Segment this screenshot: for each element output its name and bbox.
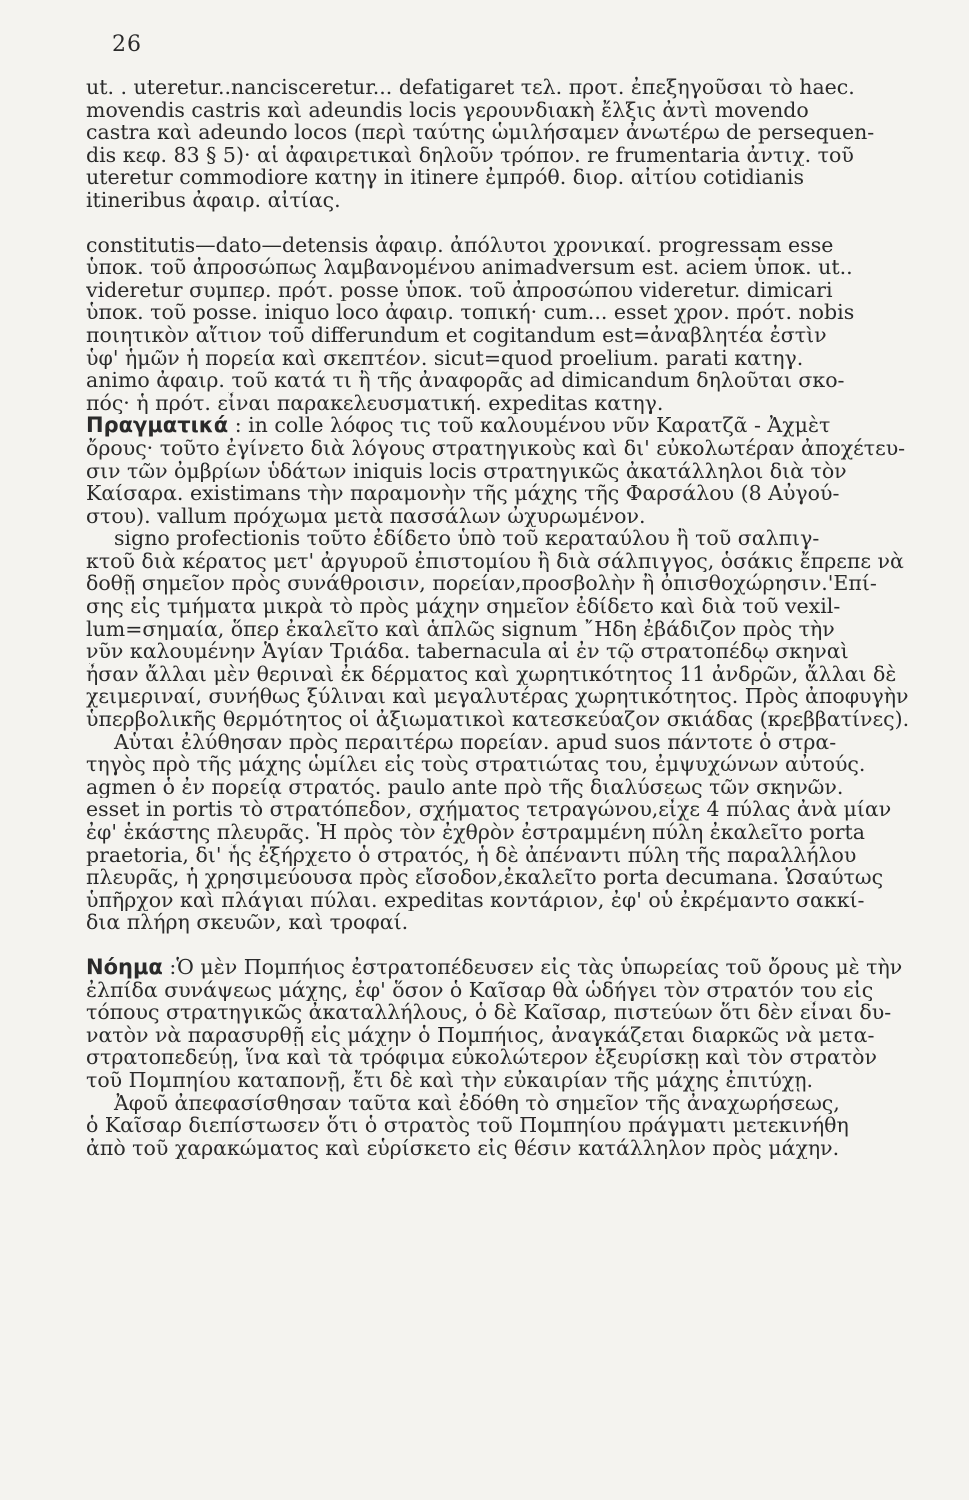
text-line: movendis castris καὶ adeundis locis γερουνδιακὴ ἔλξις ἀντὶ movendo — [86, 98, 809, 122]
section-heading: Νόημα — [86, 955, 163, 979]
text-line: ὑφ' ἡμῶν ἡ πορεία καὶ σκεπτέον. sicut=quod proelium. parati κατηγ. — [86, 346, 804, 370]
text-line: agmen ὁ ἐν πορείᾳ στρατός. paulo ante πρὸ τῆς διαλύσεως τῶν σκηνῶν. — [86, 775, 844, 799]
noima-section — [86, 956, 964, 1092]
text-line: ὑπερβολικῆς θερμότητος οἱ ἀξιωματικοὶ κατεσκεύαζον σκιάδας (κρεββατίνες). — [86, 708, 910, 731]
text-line: ὁ Καῖσαρ διεπίστωσεν ὅτι ὁ στρατὸς τοῦ Πομπηίου πράγματι μετεκινήθη — [86, 1114, 849, 1137]
vocab-paragraph-2 — [86, 234, 964, 415]
text-line: στου). vallum πρόχωμα μετὰ πασσάλων ὠχυρωμένον. — [86, 504, 646, 528]
text-line: ὑπῆρχον καὶ πλάγιαι πύλαι. expeditas κοντάριον, ἐφ' οὗ ἐκρέμαντο σακκί- — [86, 888, 865, 912]
heading-line-rest: : in colle λόφος τις τοῦ καλουμένου νῦν Καρατζᾶ - Ἀχμὲτ — [234, 414, 831, 437]
text-line: ὑποκ. τοῦ ἀπροσώπως λαμβανομένου animadversum est. aciem ὑποκ. ut.. — [86, 256, 853, 279]
text-line: ἦσαν ἄλλαι μὲν θεριναὶ ἐκ δέρματος καὶ χωρητικότητος 11 ἀνδρῶν, ἄλλαι δὲ — [86, 662, 897, 686]
text-line: Αὗται ἐλύθησαν πρὸς περαιτέρω πορείαν. apud suos πάντοτε ὁ στρα- — [114, 730, 837, 754]
text-line: τοῦ Πομπηίου καταπονῇ, ἔτι δὲ καὶ τὴν εὐκαιρίαν τῆς μάχης ἐπιτύχῃ. — [86, 1068, 814, 1092]
text-line: videretur συμπερ. πρότ. posse ὑποκ. τοῦ ἀπροσώπου videretur. dimicari — [86, 278, 833, 302]
text-line: ὄρους· τοῦτο ἐγίνετο διὰ λόγους στρατηγικοὺς καὶ δι' εὐκολωτέραν ἀποχέτευ- — [86, 436, 906, 460]
text-line: ut. . uteretur..nancisceretur... defatigaret τελ. προτ. ἐπεξηγοῦσαι τὸ haec. — [86, 76, 855, 99]
text-line: νατὸν νὰ παρασυρθῇ εἰς μάχην ὁ Πομπήιος, ἀναγκάζεται διαρκῶς νὰ μετα- — [86, 1023, 875, 1047]
text-line — [86, 956, 964, 979]
text-line: δοθῇ σημεῖον πρὸς συνάθροισιν, πορείαν,προσβολὴν ἢ ὀπισθοχώρησιν.'Επί- — [86, 572, 877, 596]
text-line: χειμεριναί, συνήθως ξύλιναι καὶ μεγαλυτέρας χωρητικότητος. Πρὸς ἀποφυγὴν — [86, 685, 909, 709]
text-line: praetoria, δι' ἧς ἐξήρχετο ὁ στρατός, ἡ δὲ ἀπέναντι πύλη τῆς παραλλήλου — [86, 843, 857, 867]
autai-paragraph — [86, 731, 964, 934]
text-line: ποιητικὸν αἴτιον τοῦ differundum et cogitandum est=ἀναβλητέα ἐστὶν — [86, 323, 827, 347]
text-line: ὑποκ. τοῦ posse. iniquo loco ἀφαιρ. τοπική· cum... esset χρον. πρότ. nobis — [86, 301, 855, 324]
text-line — [86, 414, 964, 437]
text-line: castra καὶ adeundo locos (περὶ ταύτης ὡμιλήσαμεν ἀνωτέρω de persequen- — [86, 121, 875, 144]
text-line: δια πλήρη σκευῶν, καὶ τροφαί. — [86, 911, 409, 934]
heading-line-rest: :Ὁ μὲν Πομπήιος ἐστρατοπέδευσεν εἰς τὰς ὑπωρείας τοῦ ὄρους μὲ τὴν — [169, 955, 903, 979]
page-text — [86, 76, 964, 1159]
section-heading: Πραγματικά — [86, 414, 229, 437]
text-line: τηγὸς πρὸ τῆς μάχης ὡμίλει εἰς τοὺς στρατιώτας του, ἐμψυχώνων αὐτούς. — [86, 753, 866, 776]
text-line: constitutis—dato—detensis ἀφαιρ. ἀπόλυτοι χρονικαί. progressam esse — [86, 233, 834, 257]
text-line: ἐφ' ἑκάστης πλευρᾶς. Ἡ πρὸς τὸν ἐχθρὸν ἐστραμμένη πύλη ἐκαλεῖτο porta — [86, 821, 865, 844]
text-line: animo ἀφαιρ. τοῦ κατά τι ἢ τῆς ἀναφορᾶς ad dimicandum δηλοῦται σκο- — [86, 369, 845, 392]
text-line: Ἀφοῦ ἀπεφασίσθησαν ταῦτα καὶ ἐδόθη τὸ σημεῖον τῆς ἀναχωρήσεως, — [114, 1091, 840, 1115]
text-line: esset in portis τὸ στρατόπεδον, σχήματος τετραγώνου,εἶχε 4 πύλας ἀνὰ μίαν — [86, 798, 892, 821]
vocab-paragraph-1 — [86, 76, 964, 212]
text-line: Καίσαρα. existimans τὴν παραμονὴν τῆς μάχης τῆς Φαρσάλου (8 Αὐγού- — [86, 482, 840, 505]
text-line: πλευρᾶς, ἡ χρησιμεύουσα πρὸς εἴσοδον,ἐκαλεῖτο porta decumana. Ὡσαύτως — [86, 866, 884, 889]
page-number: 26 — [112, 32, 142, 57]
text-line: σης εἰς τμήματα μικρὰ τὸ πρὸς μάχην σημεῖον ἐδίδετο καὶ διὰ τοῦ vexil- — [86, 595, 841, 618]
text-line: σιν τῶν ὀμβρίων ὑδάτων iniquis locis στρατηγικῶς ἀκατάλληλοι διὰ τὸν — [86, 459, 847, 483]
text-line: dis κεφ. 83 § 5)· αἱ ἀφαιρετικαὶ δηλοῦν τρόπον. re frumentaria ἀντιχ. τοῦ — [86, 143, 854, 167]
text-line: ἐλπίδα συνάψεως μάχης, ἐφ' ὅσον ὁ Καῖσαρ θὰ ὡδήγει τὸν στρατόν του εἰς — [86, 978, 874, 1002]
text-line: νῦν καλουμένην Ἁγίαν Τριάδα. tabernacula αἱ ἐν τῷ στρατοπέδῳ σκηναὶ — [86, 640, 849, 663]
pragmatika-section — [86, 414, 964, 527]
afou-paragraph — [86, 1092, 964, 1160]
text-line: ἀπὸ τοῦ χαρακώματος καὶ εὑρίσκετο εἰς θέσιν κατάλληλον πρὸς μάχην. — [86, 1136, 840, 1160]
signo-paragraph — [86, 527, 964, 730]
text-line: στρατοπεδεύῃ, ἵνα καὶ τὰ τρόφιμα εὐκολώτερον ἐξευρίσκῃ καὶ τὸν στρατὸν — [86, 1046, 877, 1069]
text-line: lum=σημαία, ὅπερ ἐκαλεῖτο καὶ ἁπλῶς signum ῎Ηδη ἐβάδιζον πρὸς τὴν — [86, 617, 835, 641]
text-line: πός· ἡ πρότ. εἶναι παρακελευσματική. expeditas κατηγ. — [86, 391, 664, 415]
text-line: uteretur commodiore κατηγ in itinere ἐμπρόθ. διορ. αἰτίου cotidianis — [86, 166, 804, 189]
text-line: κτοῦ διὰ κέρατος μετ' ἀργυροῦ ἐπιστομίου ἢ διὰ σάλπιγγος, ὁσάκις ἔπρεπε νὰ — [86, 549, 904, 573]
text-line: itineribus ἀφαιρ. αἰτίας. — [86, 188, 341, 212]
text-line: τόπους στρατηγικῶς ἀκαταλλήλους, ὁ δὲ Καῖσαρ, πιστεύων ὅτι δὲν εἶναι δυ- — [86, 1001, 892, 1024]
text-line: signo profectionis τοῦτο ἐδίδετο ὑπὸ τοῦ κεραταύλου ἢ τοῦ σαλπιγ- — [114, 527, 820, 550]
